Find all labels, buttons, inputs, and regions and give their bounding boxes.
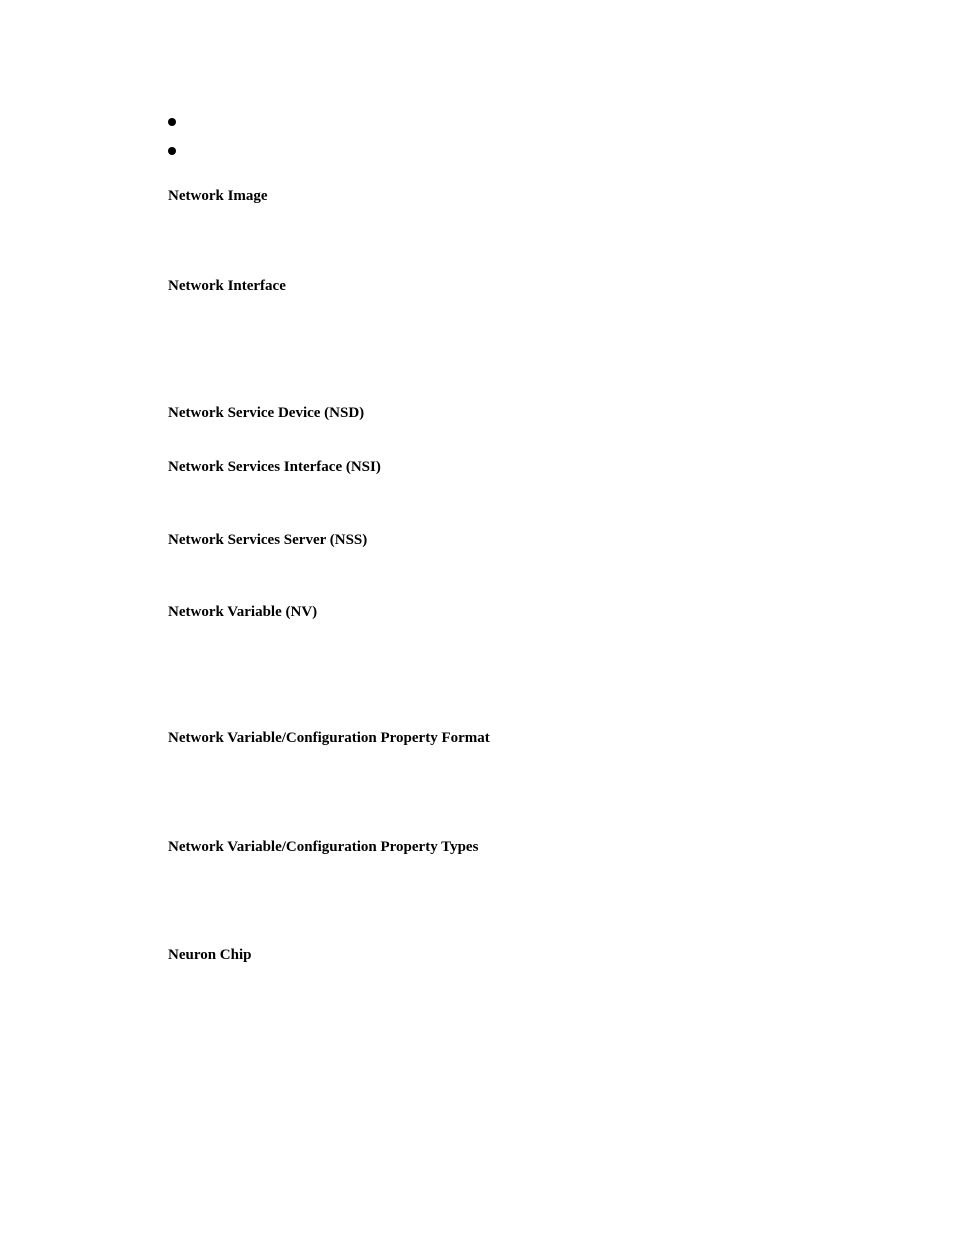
glossary-term-network-services-interface: Network Services Interface (NSI) (168, 459, 381, 475)
glossary-term-network-services-server: Network Services Server (NSS) (168, 532, 368, 548)
glossary-term-network-variable: Network Variable (NV) (168, 604, 318, 620)
glossary-term-neuron-chip: Neuron Chip (168, 947, 252, 963)
glossary-term-network-interface: Network Interface (168, 278, 286, 294)
glossary-term-nv-cp-format: Network Variable/Configuration Property Format (168, 730, 490, 746)
bullet-point (168, 118, 176, 126)
glossary-term-network-image: Network Image (168, 188, 268, 204)
bullet-point (168, 147, 176, 155)
glossary-term-network-service-device: Network Service Device (NSD) (168, 405, 365, 421)
glossary-term-nv-cp-types: Network Variable/Configuration Property Types (168, 839, 479, 855)
